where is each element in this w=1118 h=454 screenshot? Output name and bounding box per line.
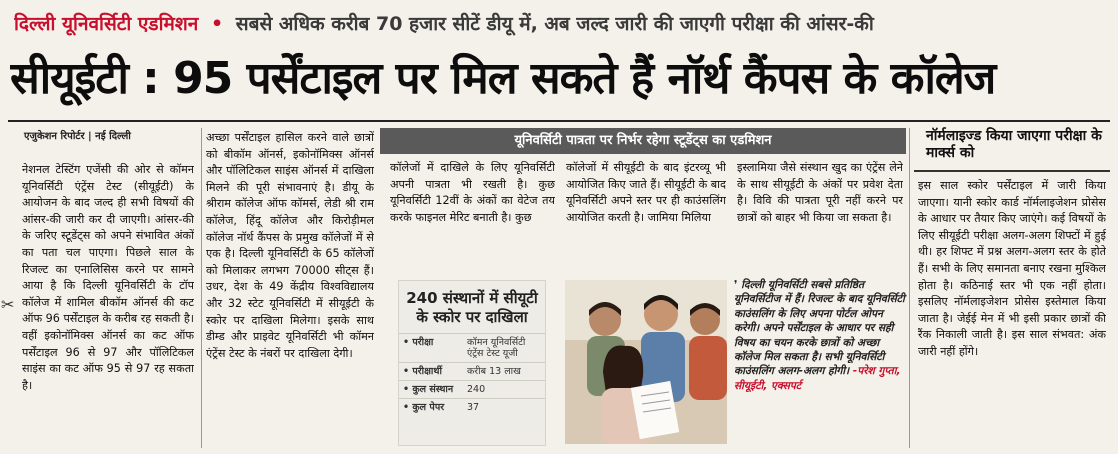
side-heading-rule	[914, 170, 1110, 172]
sub-column-3-text: इस्लामिया जैसे संस्थान खुद का एंट्रेंस लेने के साथ सीयूईटी के अंकों पर प्रवेश देता है। विवि की पात्रता पूरी नहीं करने पर छात्रों को बाहर भी किया जा सकता है।	[737, 161, 903, 224]
column-2-text: अच्छा पर्सेंटाइल हासिल करने वाले छात्रों को बीकॉम ऑनर्स, इकोनॉमिक्स ऑनर्स और पॉलिटिकल साइंस ऑनर्स में दाखिला मिलने की पूरी संभावनाएं है। डीयू के श्रीराम कॉलेज ऑफ कॉमर्स, लेडी श्री राम कॉलेज, हिंदू कॉलेज और किरोड़ीमल कॉलेज नॉर्थ कैंपस के प्रमुख कॉलेजों में से एक है। दिल्ली यूनिवर्सिटी के 65 कॉलेजों को मिलाकर लगभग 70000 सीट्स हैं। उधर, देश के 49 केंद्रीय विश्वविद्यालय और 32 स्टेट यूनिवर्सिटी में सीयूईटी के स्कोर पर दाखिला मिलेगा। इसके साथ डीम्ड और प्राइवेट यूनिवर्सिटी भी कॉमन एंट्रेंस टेस्ट के नंबरों पर दाखिला देगी।	[206, 131, 374, 360]
info-row	[399, 333, 545, 362]
info-row-label: • कुल संस्थान	[403, 384, 454, 395]
kicker-text: सबसे अधिक करीब 70 हजार सीटें डीयू में, अब जल्द जारी की जाएगी परीक्षा की आंसर-की	[235, 13, 874, 35]
column-1-text: नेशनल टेस्टिंग एजेंसी की ओर से कॉमन यूनिवर्सिटी एंट्रेंस टेस्ट (सीयूईटी) के आयोजन के बाद जल्द ही सभी विषयों की आंसर-की जारी कर दी जाएगी। आंसर-की के जरिए स्टूडेंट्स को अपने संभावित अंकों का पता चल पाएगा। पिछले साल के रिजल्ट का एनालिसिस करने पर सामने आया है कि दिल्ली यूनिवर्सिटी के टॉप कॉलेज में शामिल बीकॉम ऑनर्स की कट ऑफ 96 पर्सेंटाइल के करीब रह सकती है। वहीं इकोनॉमिक्स ऑनर्स का कट ऑफ पर्सेंटाइल 96 से 97 और पॉलिटिकल साइंस का कट ऑफ 95 से 97 रह सकता है।	[22, 163, 194, 392]
side-divider	[909, 128, 910, 448]
side-column-text: इस साल स्कोर पर्सेंटाइल में जारी किया जाएगा। यानी स्कोर कार्ड नॉर्मलाइजेशन प्रोसेस के आधार पर तैयार किए जाएंगे। कई विषयों के लिए सीयूईटी परीक्षा अलग-अलग शिफ्टों में हुई थी। हर शिफ्ट में प्रश्न अलग-अलग स्तर के होते हैं। सभी के लिए समानता बनाए रखना मुश्किल होता है। कठिनाई स्तर भी एक नहीं होता। इसलिए नॉर्मलाइजेशन प्रोसेस इस्तेमाल किया जाता है। जेईई मेन में भी इसी प्रकार छात्रों की रैंक निकाली जाती है। इस साल संभवत: अंक जारी नहीं होंगे।	[918, 179, 1106, 358]
info-row-value: कॉमन यूनिवर्सिटी एंट्रेंस टेस्ट यूजी	[467, 337, 526, 359]
section-label: दिल्ली यूनिवर्सिटी एडमिशन	[14, 13, 199, 35]
headline: सीयूईटी : 95 पर्सेंटाइल पर मिल सकते हैं नॉर्थ कैंपस के कॉलेज	[10, 53, 996, 104]
info-box-heading: 240 संस्थानों में सीयूटी के स्कोर पर दाखिला	[406, 289, 538, 326]
students-photo	[565, 280, 727, 444]
quote-attribution: -परेश गुप्ता, सीयूईटी, एक्सपर्ट	[734, 365, 901, 392]
sub-column-1	[390, 160, 555, 268]
sub-column-2-text: कॉलेजों में सीयूईटी के बाद इंटरव्यू भी आयोजित किए जाते हैं। सीयूईटी के बाद यूनिवर्सिटी अपने स्तर पर ही काउंसलिंग आयोजित करती है। जामिया मिलिया	[566, 161, 726, 224]
expert-quote	[734, 278, 906, 393]
bullet-separator: •	[210, 13, 224, 35]
info-row-value: करीब 13 लाख	[467, 366, 521, 377]
info-row-label: • परीक्षा	[403, 337, 434, 348]
kicker-line	[14, 10, 1109, 42]
info-box	[398, 280, 546, 446]
side-heading: नॉर्मलाइज्ड किया जाएगा परीक्षा के मार्क्स को	[926, 128, 1102, 161]
quote-text: ❜ दिल्ली यूनिवर्सिटी सबसे प्रतिष्ठित यूनिवर्सिटीज में हैं। रिजल्ट के बाद यूनिवर्सिटी काउंसलिंग के लिए अपना पोर्टल ओपन करेगी। अपने पर्सेंटाइल के आधार पर सही विषय का चयन करके छात्रों को अच्छा कॉलेज मिल सकता है। सभी यूनिवर्सिटी काउंसलिंग अलग-अलग होगी।	[734, 279, 905, 378]
sub-column-2	[566, 160, 726, 268]
headline-rule	[8, 120, 1110, 122]
column-2	[206, 130, 374, 450]
sub-column-3	[737, 160, 903, 268]
side-column	[918, 178, 1106, 450]
students-illustration	[565, 280, 727, 444]
info-row-value: 240	[467, 384, 486, 395]
info-row-label: • कुल पेपर	[403, 402, 445, 413]
column-1	[22, 162, 194, 452]
subsection-band: यूनिवर्सिटी पात्रता पर निर्भर रहेगा स्टूडेंट्स का एडमिशन	[380, 128, 906, 154]
scissors-icon: ✂	[1, 295, 15, 314]
info-row	[399, 380, 545, 398]
info-row-value: 37	[467, 402, 480, 413]
info-row	[399, 398, 545, 416]
column-divider	[201, 128, 202, 448]
info-row-label: • परीक्षार्थी	[403, 366, 442, 377]
sub-column-1-text: कॉलेजों में दाखिले के लिए यूनिवर्सिटी अपनी पात्रता भी रखती है। कुछ यूनिवर्सिटी 12वीं के अंकों का वेटेज तय करके फाइनल मेरिट बनाती है। कुछ	[390, 161, 555, 224]
info-row	[399, 362, 545, 380]
byline: एजुकेशन रिपोर्टर | नई दिल्ली	[24, 131, 131, 142]
